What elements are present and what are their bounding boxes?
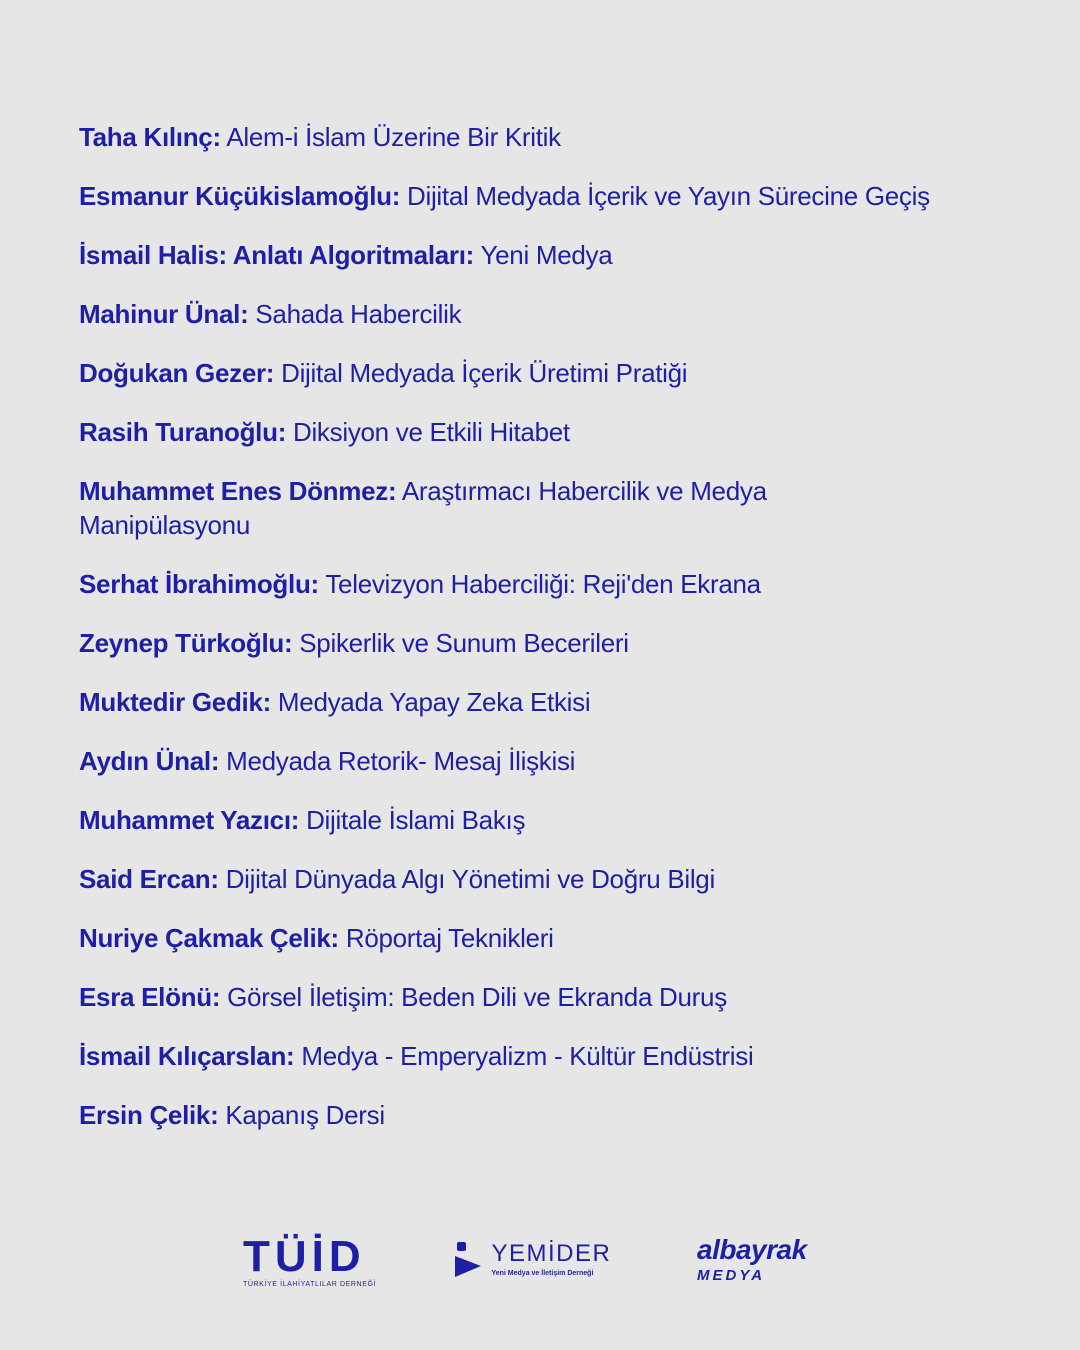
speaker-name: Mahinur Ünal: xyxy=(79,299,249,329)
list-item xyxy=(79,980,1009,1014)
list-item xyxy=(79,626,1009,660)
speaker-list xyxy=(79,120,1009,1157)
tuid-logo-subtitle: TÜRKİYE İLAHİYATLILAR DERNEĞİ xyxy=(243,1281,377,1288)
albayrak-logo xyxy=(697,1235,807,1284)
list-item xyxy=(79,744,1009,778)
lecture-title: Alem-i İslam Üzerine Bir Kritik xyxy=(226,122,561,152)
list-item xyxy=(79,862,1009,896)
lecture-title: Diksiyon ve Etkili Hitabet xyxy=(292,417,570,447)
lecture-title: Spikerlik ve Sunum Becerileri xyxy=(299,628,629,658)
list-item xyxy=(79,685,1009,719)
list-item xyxy=(79,921,1009,955)
speaker-name: Muhammet Yazıcı: xyxy=(79,805,300,835)
speaker-name: Esmanur Küçükislamoğlu: xyxy=(79,181,401,211)
lecture-title: Televizyon Haberciliği: Reji'den Ekrana xyxy=(325,569,761,599)
speaker-name: Muhammet Enes Dönmez: xyxy=(79,476,397,506)
speaker-name: Nuriye Çakmak Çelik: xyxy=(79,923,339,953)
lecture-title: Medyada Yapay Zeka Etkisi xyxy=(277,687,591,717)
lecture-title: Dijital Dünyada Algı Yönetimi ve Doğru Bilgi xyxy=(225,864,715,894)
yemider-logo-name: YEMİDER xyxy=(491,1240,612,1267)
list-item xyxy=(79,297,1009,331)
list-item xyxy=(79,803,1009,837)
speaker-name: Rasih Turanoğlu: xyxy=(79,417,287,447)
list-item xyxy=(79,474,839,542)
speaker-name: Esra Elönü: xyxy=(79,982,221,1012)
lecture-title: Görsel İletişim: Beden Dili ve Ekranda Duruş xyxy=(227,982,727,1012)
speaker-name: İsmail Halis: Anlatı Algoritmaları: xyxy=(79,240,475,270)
speaker-name: Said Ercan: xyxy=(79,864,219,894)
yemider-logo xyxy=(455,1240,611,1283)
albayrak-logo-name: albayrak xyxy=(697,1234,807,1265)
list-item xyxy=(79,120,1009,154)
lecture-title: Röportaj Teknikleri xyxy=(345,923,554,953)
list-item xyxy=(79,179,1009,213)
tuid-logo-name: TÜİD xyxy=(243,1232,366,1281)
tuid-logo xyxy=(243,1232,377,1288)
yemider-logo-subtitle: Yeni Medya ve İletişim Derneği xyxy=(491,1270,594,1277)
list-item xyxy=(79,1039,1009,1073)
lecture-title: Sahada Habercilik xyxy=(255,299,462,329)
list-item xyxy=(79,238,1009,272)
list-item xyxy=(79,1098,1009,1132)
speaker-name: Zeynep Türkoğlu: xyxy=(79,628,293,658)
lecture-title: Yeni Medya xyxy=(480,240,613,270)
list-item xyxy=(79,567,1009,601)
speaker-name: Aydın Ünal: xyxy=(79,746,220,776)
speaker-name: Ersin Çelik: xyxy=(79,1100,219,1130)
speaker-name: Doğukan Gezer: xyxy=(79,358,275,388)
lecture-title: Araştırmacı Habercilik ve Medya Manipülasyonu xyxy=(79,476,767,540)
speaker-name: İsmail Kılıçarslan: xyxy=(79,1041,295,1071)
list-item xyxy=(79,356,1009,390)
lecture-title: Kapanış Dersi xyxy=(225,1100,385,1130)
speaker-name: Taha Kılınç: xyxy=(79,122,221,152)
sponsor-logos xyxy=(0,1230,1080,1300)
list-item xyxy=(79,415,1009,449)
speaker-name: Muktedir Gedik: xyxy=(79,687,271,717)
albayrak-logo-subtitle: MEDYA xyxy=(697,1267,766,1284)
lecture-title: Dijital Medyada İçerik Üretimi Pratiği xyxy=(281,358,688,388)
lecture-title: Dijitale İslami Bakış xyxy=(306,805,526,835)
lecture-title: Medyada Retorik- Mesaj İlişkisi xyxy=(226,746,576,776)
lecture-title: Medya - Emperyalizm - Kültür Endüstrisi xyxy=(301,1041,754,1071)
lecture-title: Dijital Medyada İçerik ve Yayın Sürecine Geçiş xyxy=(407,181,930,211)
speaker-name: Serhat İbrahimoğlu: xyxy=(79,569,319,599)
yemider-mark-icon xyxy=(455,1240,481,1283)
